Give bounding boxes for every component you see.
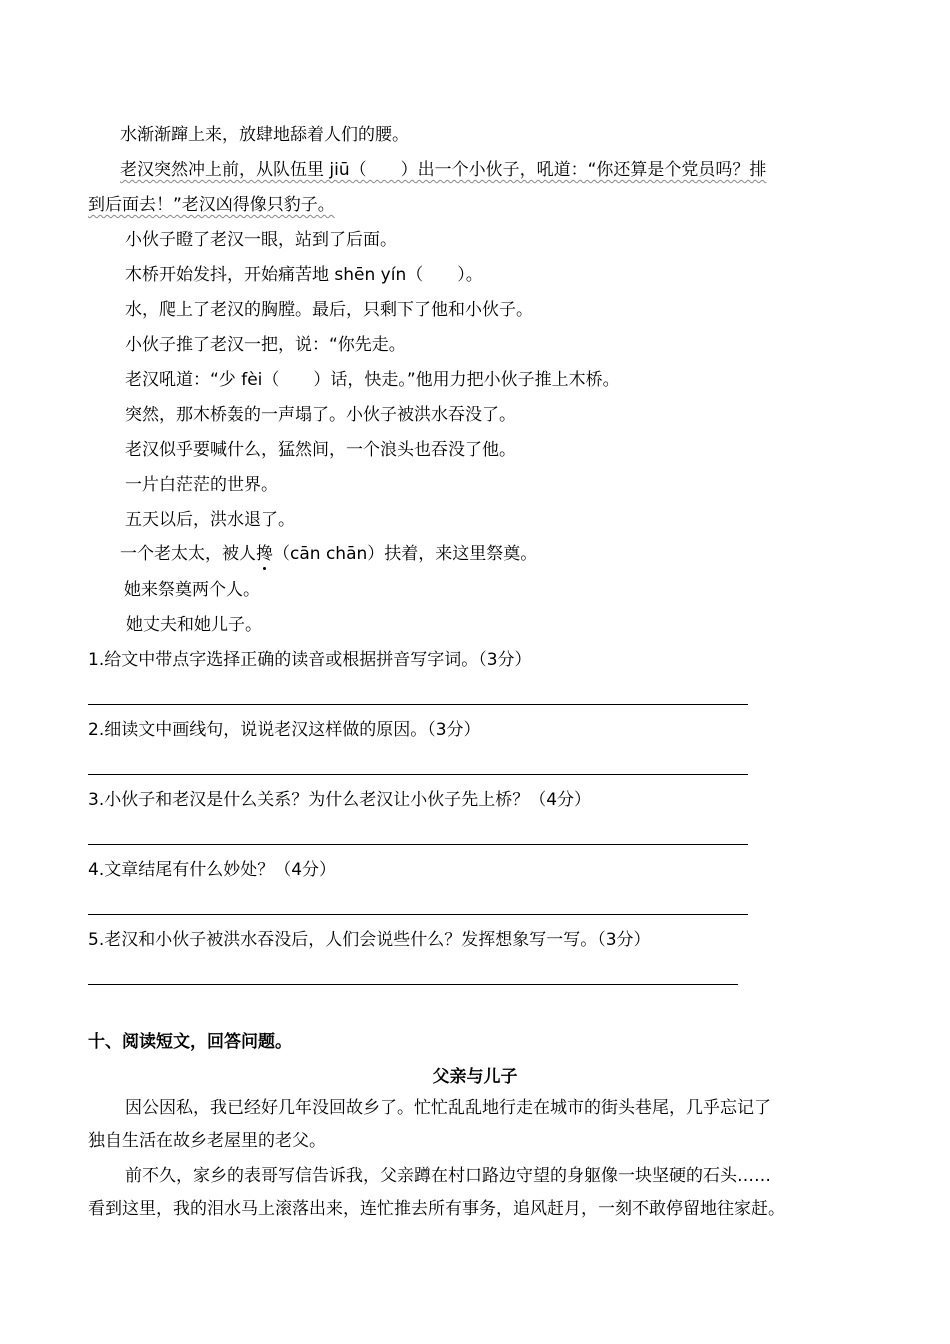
question-3: 3.小伙子和老汉是什么关系？为什么老汉让小伙子先上桥？（4分） bbox=[88, 790, 592, 810]
section-heading: 十、阅读短文，回答问题。 bbox=[88, 1032, 292, 1052]
story-line: 老汉吼道：“少 fèi（ ）话，快走。”他用力把小伙子推上木桥。 bbox=[125, 370, 620, 390]
passage-line: 前不久，家乡的表哥写信告诉我，父亲蹲在村口路边守望的身躯像一块坚硬的石头…… bbox=[125, 1166, 771, 1186]
text: （cān chān）扶着，来这里祭奠。 bbox=[273, 544, 538, 564]
story-line: 水，爬上了老汉的胸膛。最后，只剩下了他和小伙子。 bbox=[125, 300, 533, 320]
answer-line-1[interactable] bbox=[88, 704, 748, 705]
answer-line-2[interactable] bbox=[88, 774, 748, 775]
story-line: 她丈夫和她儿子。 bbox=[126, 615, 262, 635]
story-line: 五天以后，洪水退了。 bbox=[125, 510, 295, 530]
question-2: 2.细读文中画线句，说说老汉这样做的原因。（3分） bbox=[88, 720, 481, 740]
story-line: 一片白茫茫的世界。 bbox=[125, 475, 278, 495]
story-line-underlined: 老汉突然冲上前，从队伍里 jiū（ ）出一个小伙子，吼道：“你还算是个党员吗？排 bbox=[120, 160, 767, 180]
text: 一个老太太，被人 bbox=[120, 544, 256, 564]
question-4: 4.文章结尾有什么妙处？（4分） bbox=[88, 860, 337, 880]
story-line: 木桥开始发抖，开始痛苦地 shēn yín（ ）。 bbox=[125, 265, 483, 285]
answer-line-5[interactable] bbox=[88, 984, 738, 985]
passage-line: 独自生活在故乡老屋里的老父。 bbox=[88, 1131, 326, 1151]
answer-line-4[interactable] bbox=[88, 914, 748, 915]
story-line: 小伙子推了老汉一把，说：“你先走。 bbox=[125, 335, 406, 355]
passage-line: 看到这里，我的泪水马上滚落出来，连忙推去所有事务，追风赶月，一刻不敢停留地往家赶。 bbox=[88, 1199, 785, 1219]
story-line: 水渐渐蹿上来，放肆地舔着人们的腰。 bbox=[120, 125, 409, 145]
question-5: 5.老汉和小伙子被洪水吞没后，人们会说些什么？发挥想象写一写。（3分） bbox=[88, 930, 651, 950]
story-line: 突然，那木桥轰的一声塌了。小伙子被洪水吞没了。 bbox=[125, 405, 516, 425]
passage-line: 因公因私，我已经好几年没回故乡了。忙忙乱乱地行走在城市的街头巷尾，几乎忘记了 bbox=[125, 1098, 771, 1118]
dotted-character: 搀 bbox=[256, 544, 273, 564]
story-line: 老汉似乎要喊什么，猛然间，一个浪头也吞没了他。 bbox=[125, 440, 516, 460]
story-line: 小伙子瞪了老汉一眼，站到了后面。 bbox=[125, 230, 397, 250]
story-line-underlined: 到后面去！”老汉凶得像只豹子。 bbox=[88, 195, 335, 215]
passage-title: 父亲与儿子 bbox=[432, 1067, 518, 1087]
answer-line-3[interactable] bbox=[88, 844, 748, 845]
question-1: 1.给文中带点字选择正确的读音或根据拼音写字词。（3分） bbox=[88, 650, 532, 670]
story-line: 她来祭奠两个人。 bbox=[124, 580, 260, 600]
story-line-dotted bbox=[120, 543, 537, 565]
